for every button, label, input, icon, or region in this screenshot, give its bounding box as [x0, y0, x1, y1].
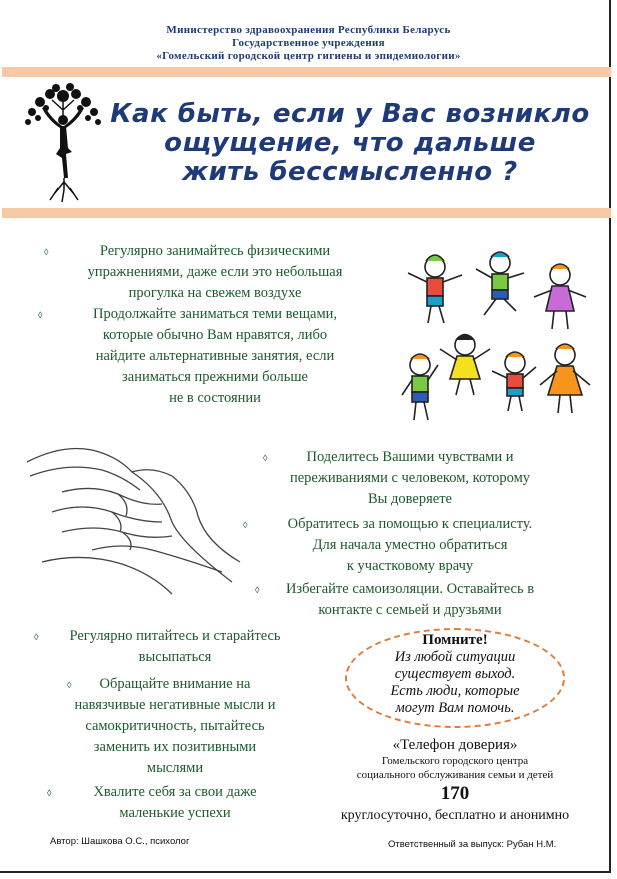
tip-praise-yourself: Хвалите себя за свои даже маленькие успехи — [93, 784, 257, 821]
remember-box: Помните! Из любой ситуации существует выход. Есть люди, которые могут Вам помочь. — [350, 632, 560, 717]
hotline-title: «Телефон доверия» — [392, 737, 518, 753]
main-title — [100, 100, 600, 187]
footer-author: Автор: Шашкова О.С., психолог — [50, 836, 190, 847]
hotline-note: круглосуточно, бесплатно и анонимно — [340, 808, 570, 823]
footer-responsible: Ответственный за выпуск: Рубан Н.М. — [388, 839, 557, 850]
tip-specialist: Обратитесь за помощью к специалисту. Для начала уместно обратиться к участковому врачу — [287, 516, 533, 574]
bullet-diamond-icon: ◊ — [263, 453, 268, 463]
header-center: «Гомельский городской центр гигиены и эпидемиологии» — [156, 50, 461, 62]
header-ministry: Министерство здравоохранения Республики Беларусь — [166, 24, 451, 36]
bullet-diamond-icon: ◊ — [255, 585, 260, 595]
bullet-diamond-icon: ◊ — [47, 788, 52, 798]
bullet-diamond-icon: ◊ — [44, 247, 49, 257]
dancing-children-illustration — [400, 245, 600, 430]
tip-avoid-isolation: Избегайте самоизоляции. Оставайтесь в контакте с семьей и друзьями — [285, 581, 535, 618]
tip-exercise: Регулярно занимайтесь физическими упражнениями, даже если это небольшая прогулка на свежем воздухе — [87, 243, 343, 301]
header-institution: Государственное учреждения — [232, 37, 385, 49]
tip-share-feelings: Поделитесь Вашими чувствами и переживаниями с человеком, которому Вы доверяете — [289, 449, 531, 507]
tip-negative-thoughts: Обращайте внимание на навязчивые негативные мысли и самокритичность, пытайтесь заменить их позитивными мыслями — [74, 676, 276, 776]
top-band — [2, 67, 611, 77]
hotline-number: 170 — [440, 783, 470, 804]
title-line-3: жить бессмысленно ? — [182, 157, 518, 187]
hotline-org: Гомельского городского центра социального обслуживания семьи и детей — [356, 755, 554, 781]
tip-hobbies: Продолжайте заниматься теми вещами, которые обычно Вам нравятся, либо найдите альтернативные занятия, если заниматься прежними больше не в состоянии — [92, 306, 338, 406]
holding-hands-illustration — [22, 432, 244, 602]
bullet-diamond-icon: ◊ — [243, 520, 248, 530]
bullet-diamond-icon: ◊ — [67, 680, 72, 690]
remember-title: Помните! — [422, 632, 488, 648]
bullet-diamond-icon: ◊ — [34, 632, 39, 642]
title-line-2: ощущение, что дальше — [164, 128, 536, 158]
tip-eat-sleep: Регулярно питайтесь и старайтесь высыпаться — [69, 628, 281, 665]
bottom-band — [2, 208, 611, 218]
bullet-diamond-icon: ◊ — [38, 310, 43, 320]
tree-person-icon — [20, 82, 106, 204]
title-line-1: Как быть, если у Вас возникло — [110, 99, 590, 129]
